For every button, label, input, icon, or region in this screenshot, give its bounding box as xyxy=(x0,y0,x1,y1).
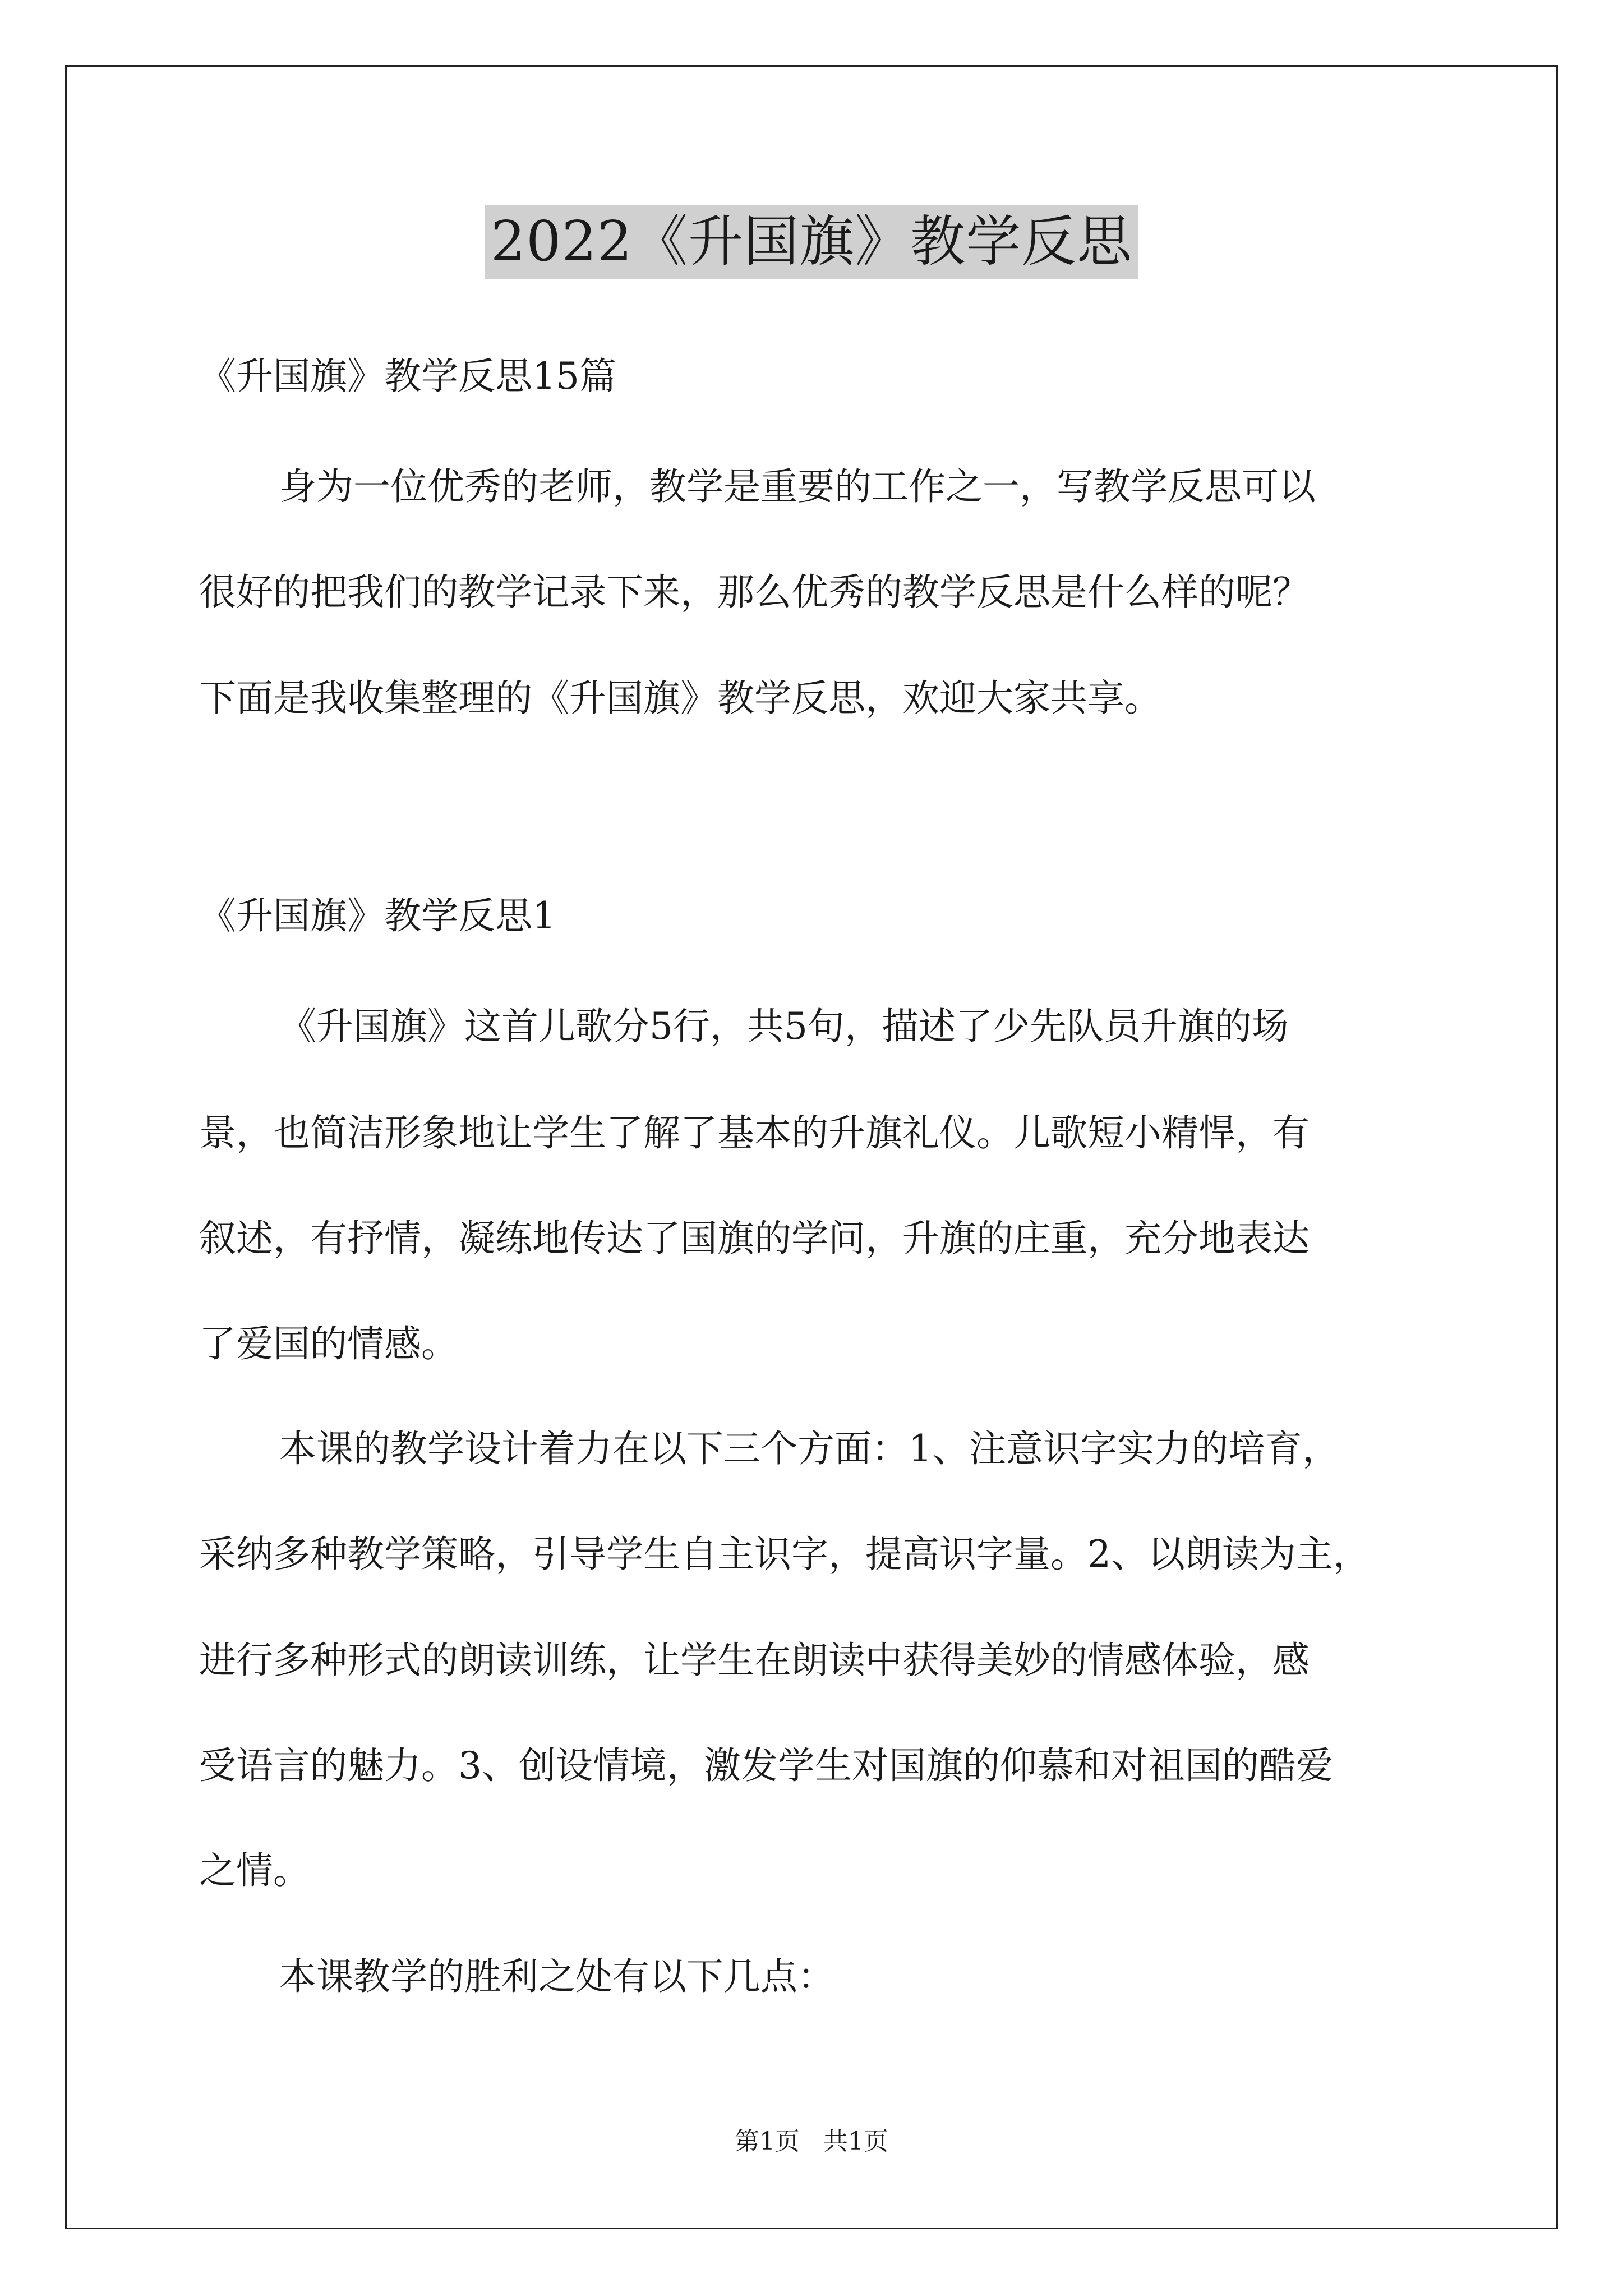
document-title: 2022《升国旗》教学反思 xyxy=(485,205,1138,279)
paragraph2-line-5: 之情。 xyxy=(199,1849,310,1892)
document-subtitle: 《升国旗》教学反思15篇 xyxy=(199,355,616,398)
intro-line-3: 下面是我收集整理的《升国旗》教学反思，欢迎大家共享。 xyxy=(199,677,1161,720)
section-heading: 《升国旗》教学反思1 xyxy=(199,894,556,937)
paragraph1-line-3: 叙述，有抒情，凝练地传达了国旗的学问，升旗的庄重，充分地表达 xyxy=(199,1217,1310,1260)
paragraph2-line-4: 受语言的魅力。3、创设情境，激发学生对国旗的仰慕和对祖国的酷爱 xyxy=(199,1744,1333,1787)
page-footer: 第1页 共1页 xyxy=(735,2127,888,2156)
paragraph2-line-2: 采纳多种教学策略，引导学生自主识字，提高识字量。2、以朗读为主， xyxy=(199,1533,1370,1576)
title-container xyxy=(0,205,1623,279)
paragraph2-line-1: 本课的教学设计着力在以下三个方面：1、注意识字实力的培育， xyxy=(279,1427,1339,1470)
paragraph1-line-1: 《升国旗》这首儿歌分5行，共5句，描述了少先队员升旗的场 xyxy=(279,1005,1289,1048)
intro-line-1: 身为一位优秀的老师，教学是重要的工作之一，写教学反思可以 xyxy=(279,465,1316,508)
paragraph1-line-4: 了爱国的情感。 xyxy=(199,1322,458,1365)
paragraph1-line-2: 景，也简洁形象地让学生了解了基本的升旗礼仪。儿歌短小精悍，有 xyxy=(199,1111,1310,1154)
paragraph3-line-1: 本课教学的胜利之处有以下几点： xyxy=(279,1955,834,1998)
intro-line-2: 很好的把我们的教学记录下来，那么优秀的教学反思是什么样的呢？ xyxy=(199,570,1310,614)
paragraph2-line-3: 进行多种形式的朗读训练，让学生在朗读中获得美妙的情感体验，感 xyxy=(199,1639,1310,1682)
